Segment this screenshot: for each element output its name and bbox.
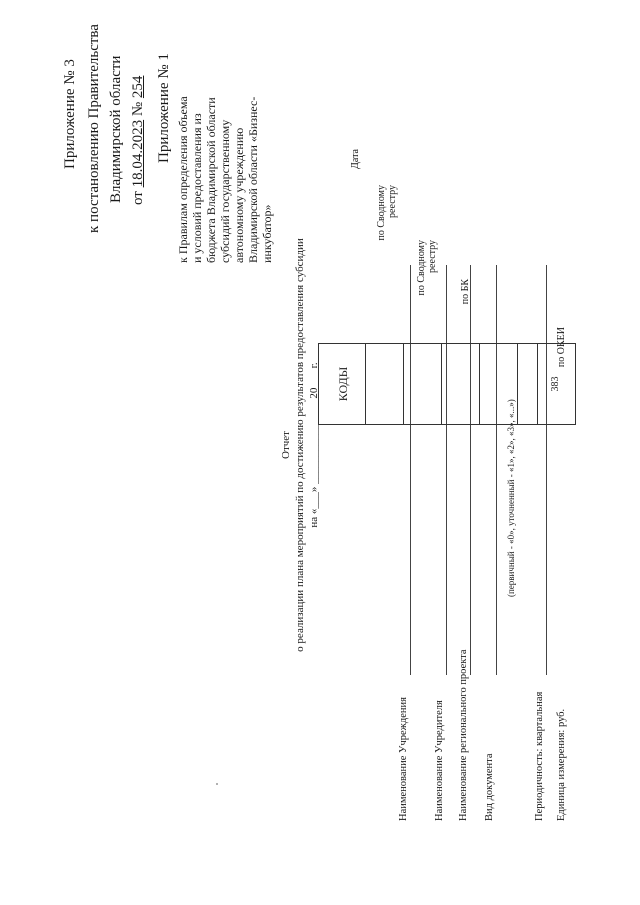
report-date-line: на «___» _______________ 20___ г. [308,362,320,528]
codes-header: КОДЫ [336,366,350,402]
codes-table [318,343,576,425]
field-project-label: Наименование регионального проекта [458,649,469,821]
field-periodicity-label: Периодичность: квартальная [534,691,545,821]
code-cell-bk [479,344,516,424]
field-institution-label: Наименование Учреждения [398,697,409,821]
code-cell-date [365,344,402,424]
code-cell-okei: 383 [537,344,574,424]
appendix-1-lines [176,63,274,263]
field-doctype-line [496,265,497,675]
code-label-registry-1: по Сводному реестру [376,185,398,241]
field-founder-label: Наименование Учредителя [434,700,445,821]
appendix-1-line: инкубатор» [260,204,274,263]
date-prefix: от [130,191,146,205]
appendix-1-line: бюджета Владимирской области [204,97,218,263]
appendix-1-line: и условий предоставления из [190,113,204,263]
code-label-registry-2: по Сводному реестру [416,240,438,296]
appendix-1-line: субсидий государственному [218,119,232,263]
field-doctype-label: Вид документа [484,753,495,821]
report-title: Отчет [280,431,292,459]
appendix-1-title: Приложение № 1 [156,53,172,163]
field-periodicity-line [546,265,547,675]
number-value: 254 [130,75,146,99]
appendix-1-line: автономному учреждению [232,127,246,263]
number-prefix: № [130,101,146,117]
report-subtitle: о реализации плана мероприятий по достижению результатов предоставления субсидии [294,238,306,652]
field-institution-line [410,265,411,675]
field-founder-line [446,265,447,675]
code-label-bk: по БК [460,279,471,305]
field-unit-label: Единица измерения: руб. [556,708,567,821]
header-line-1: к постановлению Правительства [86,24,102,233]
header-line-2: Владимирской области [108,55,124,203]
header-date-line [130,76,147,205]
appendix-1-line: Владимирской области «Бизнес- [246,96,260,263]
appendix-1-line: к Правилам определения объема [176,96,190,263]
code-label-okei: по ОКЕИ [556,327,567,368]
field-project-line [470,265,471,675]
field-doctype-hint: (первичный - «0», уточненный - «1», «2», «3», «...») [506,399,516,597]
scan-speck [216,783,218,785]
code-cell-registry-1 [403,344,440,424]
code-cell-registry-2 [441,344,478,424]
date-value: 18.04.2023 [130,119,146,188]
appendix-3-title: Приложение № 3 [62,59,78,169]
code-cell-empty [517,344,536,424]
code-label-date: Дата [350,149,361,169]
